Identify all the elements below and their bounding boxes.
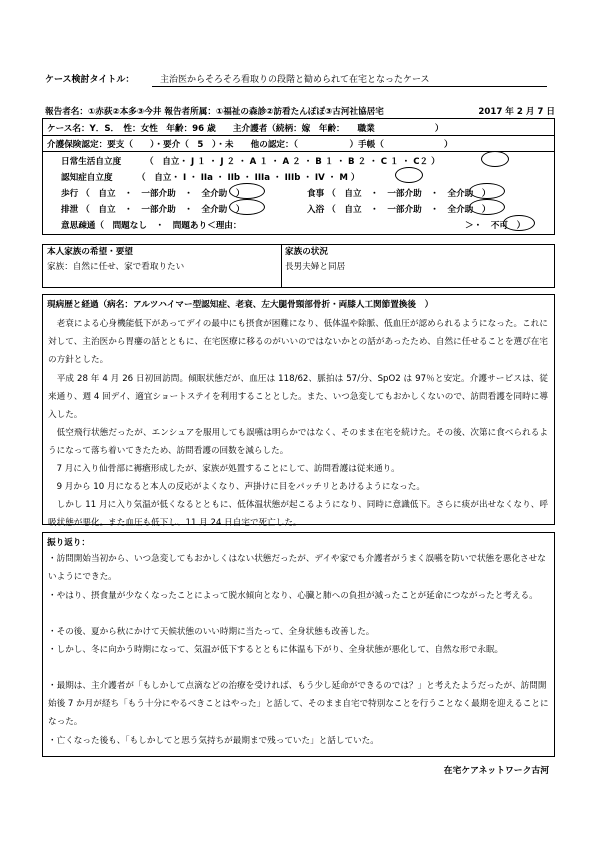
title-underline (152, 86, 547, 87)
history-paragraph: 平成 28 年 4 月 26 日初回訪問。傾眠状態だが、血圧は 118/62、脈拍は 57/分、SpO2 は 97％と安定。介護サービスは、従来通り、週 4 回デイ、適宜ショートステイを利用することとした。また、いつ急変してもおかしくないので、訪問看護を同時に導入した。 (48, 374, 548, 421)
bath-selected-circle (469, 199, 505, 215)
wishes-text: 家族：自然に任せ、家で看取りたい (47, 262, 185, 272)
dementia-options: （ 自立・ I ・ IIa ・ IIb ・ IIIa ・ IIIb ・ IV ・ M ） (137, 173, 360, 183)
excrete-selected-circle (229, 199, 265, 215)
history-paragraph: しかし 11 月に入り気温が低くなるとともに、低体温状態が起こるようになり、同時に意識低下。さらに痰が出せなくなり、呼吸状態が悪化。また血圧も低下し、11 月 24 日自宅で死亡した。 (48, 500, 548, 529)
history-paragraph: 低空飛行状態だったが、エンシュアを服用しても誤嚥は明らかではなく、そのまま在宅を続けた。その後、次第に食べられるようになって落ち着いてきたため、訪問看護の回数を減らした。 (48, 428, 548, 457)
care-cert-row: 介護保険認定：要支（ ）・要介（ 5 ）・未 他の認定：（ ）手帳（ ） (47, 140, 453, 150)
history-paragraph: 7 月に入り仙骨部に褥瘡形成したが、家族が処置することにして、訪問看護は従来通り。 (48, 464, 400, 474)
eat-selected-circle (469, 183, 505, 199)
reflection-heading: 振り返り： (47, 538, 90, 548)
dementia-selected-circle (395, 167, 423, 183)
case-title-label: ケース検討タイトル： (45, 75, 135, 85)
dementia-label: 認知症自立度 (61, 173, 113, 183)
divider (43, 135, 554, 136)
wishes-family-box (42, 244, 555, 288)
adl-options: （ 自立・ J １ ・ J ２ ・ A １ ・ A ２ ・ B １ ・ B ２ ・ C １ ・ C２ ） (145, 157, 440, 167)
report-date: 2017 年 2 月 7 日 (478, 107, 555, 117)
communication-end: ＞・ 不可 ） (465, 221, 526, 231)
history-paragraph: 9 月から 10 月になると本人の反応がよくなり、声掛けに目をパッチリとあけるようになった。 (48, 482, 425, 492)
reflection-item: ・訪問開始当初から、いつ急変してもおかしくはない状態だったが、デイや家でも介護者がうまく誤嚥を防いで状態を悪化させないようにできた。 (48, 554, 546, 583)
dementia-row (61, 171, 360, 183)
case-info-box (42, 118, 555, 235)
case-name-row: ケース名：Y．S． 性：女性 年齢：96 歳 主介護者（続柄：嫁 年齢： 職業 ） (47, 124, 444, 134)
walk-selected-circle (229, 183, 265, 199)
history-box (42, 294, 555, 529)
communication-row: 意思疎通（ 問題なし ・ 問題あり＜理由： (61, 221, 242, 231)
divider (281, 245, 282, 287)
history-heading: 現病歴と経過（病名：アルツハイマー型認知症、老衰、左大腿骨頸部骨折・両膝人工関節置換後 ） (47, 300, 434, 310)
case-title-value: 主治医からそろそろ看取りの段階と勧められて在宅となったケース (160, 75, 430, 85)
family-heading: 家族の状況 (285, 247, 328, 257)
excrete-row: 排泄 （ 自立 ・ 一部介助 ・ 全介助 ） (61, 205, 245, 215)
reflection-item: ・しかし、冬に向かう時期になって、気温が低下するとともに体温も下がり、全身状態が悪化して、自然な形で永眠。 (48, 645, 504, 655)
reflection-item: ・亡くなった後も、「もしかしてと思う気持ちが最期まで残っていた」と話していた。 (48, 736, 379, 746)
reporter-line (45, 105, 555, 117)
adl-selected-circle (481, 151, 509, 167)
family-text: 長男夫婦と同居 (285, 262, 346, 272)
divider (43, 151, 554, 152)
reflection-item: ・最期は、主介護者が「もしかして点滴などの治療を受ければ、もう少し延命ができるのでは？」と考えたようだったが、訪問開始後 7 か月が経ち「もう十分にやるべきことはやった」と話して、そのまま自宅で特別なことを行うことなく最期を迎えることになった。 (48, 681, 549, 728)
history-paragraph: 老衰による心身機能低下があってデイの最中にも摂食が困難になり、低体温や除脈、低血圧が認められるようになった。これに対して、主治医から胃瘻の話とともに、在宅医療に移るのがいいのではないかとの話があったため、自然に任せることを選び在宅の方針とした。 (48, 319, 548, 366)
eat-row: 食事 （ 自立 ・ 一部介助 ・ 全介助 ） (307, 189, 491, 199)
organization-footer: 在宅ケアネットワーク古河 (443, 766, 549, 776)
case-title-row (45, 72, 550, 86)
wishes-heading: 本人家族の希望・要望 (47, 247, 133, 257)
reflection-item: ・やはり、摂食量が少なくなったことによって脱水傾向となり、心臓と肺への負担が減ったことが延命につながったと考える。 (48, 591, 538, 601)
adl-label: 日常生活自立度 (61, 157, 122, 167)
walk-row: 歩行 （ 自立 ・ 一部介助 ・ 全介助 ） (61, 189, 245, 199)
adl-row (61, 155, 440, 167)
reflection-box (42, 532, 555, 757)
reporter-info: 報告者名：①赤荻②本多③今井 報告者所属：①福祉の森診②訪看たんぽぽ③古河社協居宅 (45, 107, 384, 117)
communication-selected-circle (503, 215, 535, 231)
bath-row: 入浴 （ 自立 ・ 一部介助 ・ 全介助 ） (307, 205, 491, 215)
reflection-item: ・その後、夏から秋にかけて天候状態のいい時期に当たって、全身状態も改善した。 (48, 627, 375, 637)
